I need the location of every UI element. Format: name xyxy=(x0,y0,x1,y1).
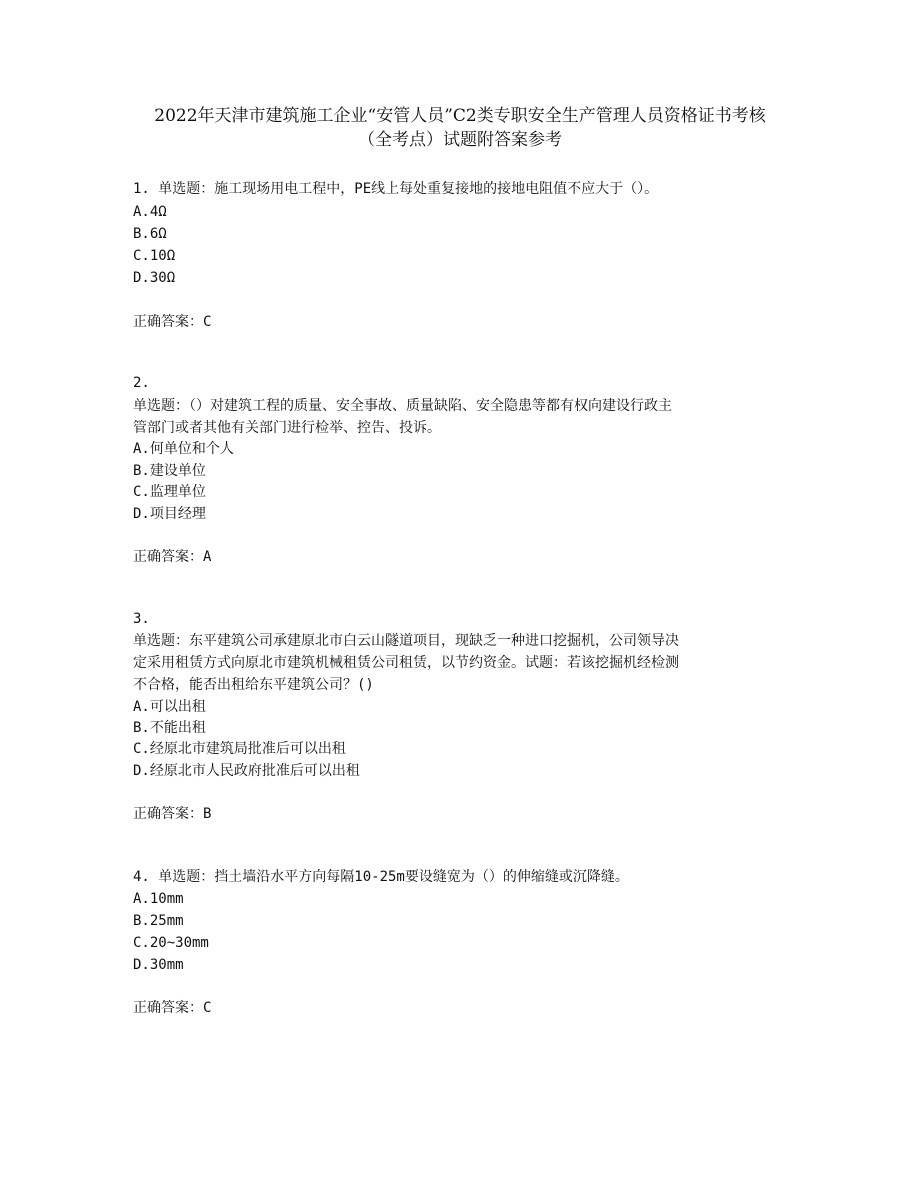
question-3-stem-line-2: 定采用租赁方式向原北市建筑机械租赁公司租赁，以节约资金。试题：若该挖掘机经检测 xyxy=(133,655,679,671)
title-line-1: 2022年天津市建筑施工企业“安管人员”C2类专职安全生产管理人员资格证书考核 xyxy=(154,106,766,126)
question-2-option-d: D.项目经理 xyxy=(133,506,206,522)
question-4-option-d: D.30mm xyxy=(133,957,184,973)
question-4-answer: 正确答案：C xyxy=(133,1000,212,1016)
question-2-number: 2. xyxy=(133,375,150,391)
question-2-option-a: A.何单位和个人 xyxy=(133,441,234,457)
question-3-number: 3. xyxy=(133,611,150,627)
question-1-option-c: C.10Ω xyxy=(133,248,176,264)
question-3-stem-line-1: 单选题：东平建筑公司承建原北市白云山隧道项目，现缺乏一种进口挖掘机，公司领导决 xyxy=(133,633,679,649)
question-3-option-d: D.经原北市人民政府批准后可以出租 xyxy=(133,763,360,779)
question-4-option-a: A.10mm xyxy=(133,891,184,907)
question-1-answer: 正确答案：C xyxy=(133,314,212,330)
question-4-option-b: B.25mm xyxy=(133,913,184,929)
question-2-answer: 正确答案：A xyxy=(133,549,212,565)
question-2-stem-line-1: 单选题：（）对建筑工程的质量、安全事故、质量缺陷、安全隐患等都有权向建设行政主 xyxy=(133,398,672,414)
page-title xyxy=(100,104,820,152)
question-3-option-a: A.可以出租 xyxy=(133,699,206,715)
question-1-option-a: A.4Ω xyxy=(133,204,167,220)
question-1-option-b: B.6Ω xyxy=(133,226,167,242)
title-line-2: （全考点）试题附答案参考 xyxy=(358,130,562,150)
question-3-option-b: B.不能出租 xyxy=(133,720,206,736)
question-3-stem-line-3: 不合格，能否出租给东平建筑公司？() xyxy=(133,677,374,693)
question-4-stem: 4. 单选题：挡土墙沿水平方向每隔10-25m要设缝宽为（）的伸缩缝或沉降缝。 xyxy=(133,869,629,885)
question-3-answer: 正确答案：B xyxy=(133,806,212,822)
question-4-option-c: C.20~30mm xyxy=(133,935,209,951)
question-1-stem: 1. 单选题：施工现场用电工程中，PE线上每处重复接地的接地电阻值不应大于（）。 xyxy=(133,181,659,197)
question-2-option-b: B.建设单位 xyxy=(133,463,206,479)
question-2-option-c: C.监理单位 xyxy=(133,484,206,500)
question-1-option-d: D.30Ω xyxy=(133,270,176,286)
question-2-stem-line-2: 管部门或者其他有关部门进行检举、控告、投诉。 xyxy=(133,420,441,436)
question-3-option-c: C.经原北市建筑局批准后可以出租 xyxy=(133,741,346,757)
